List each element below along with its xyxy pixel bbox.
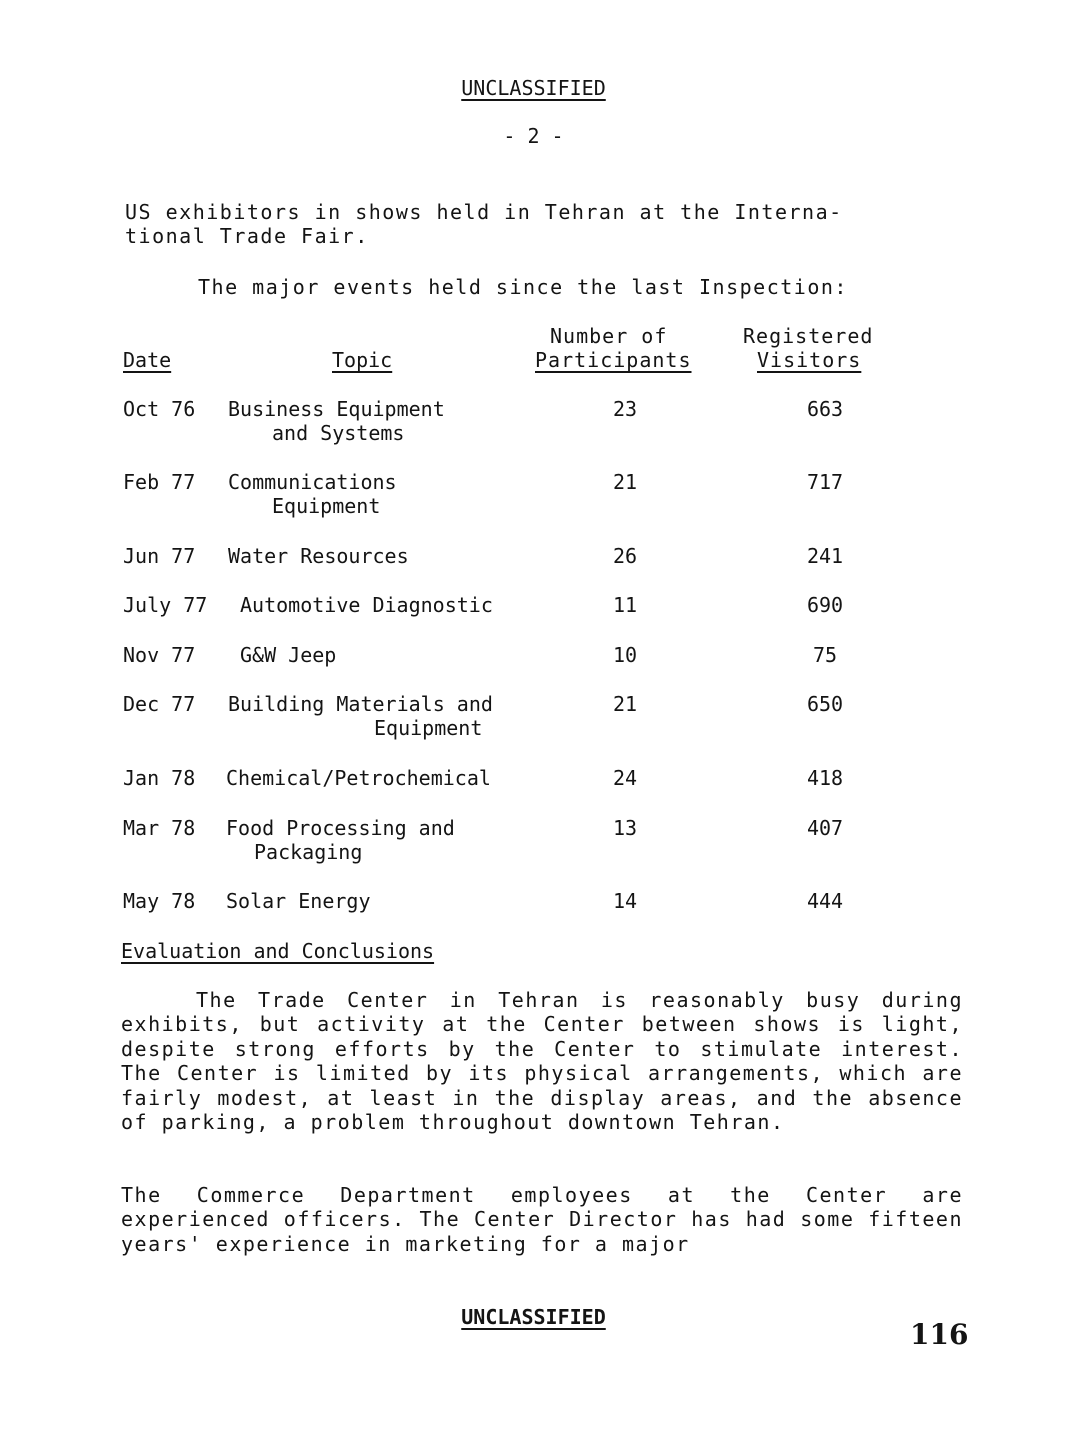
row-date: May 78 bbox=[123, 889, 196, 913]
row-participants: 10 bbox=[612, 643, 638, 667]
row-topic: Business Equipment bbox=[228, 397, 445, 421]
header-visitors-line2: Visitors bbox=[757, 348, 862, 372]
row-visitors: 663 bbox=[806, 397, 844, 421]
header-participants-line1: Number of bbox=[550, 324, 668, 348]
row-topic: Chemical/Petrochemical bbox=[226, 766, 491, 790]
row-topic: Food Processing and bbox=[226, 816, 455, 840]
events-lead: The major events held since the last Inspection: bbox=[198, 275, 848, 299]
row-date: Mar 78 bbox=[123, 816, 196, 840]
row-visitors: 444 bbox=[806, 889, 844, 913]
row-topic-cont: Equipment bbox=[374, 716, 483, 740]
row-topic: Building Materials and bbox=[228, 692, 493, 716]
row-topic-cont: Equipment bbox=[272, 494, 381, 518]
row-date: Nov 77 bbox=[123, 643, 196, 667]
header-visitors-line1: Registered bbox=[743, 324, 874, 348]
row-topic: Communications bbox=[228, 470, 397, 494]
row-participants: 23 bbox=[612, 397, 638, 421]
row-visitors: 407 bbox=[806, 816, 844, 840]
evaluation-paragraph-2: The Commerce Department employees at the Center are experienced officers. The Center Director has had some fifteen years' experience in marketing for a major bbox=[121, 1183, 963, 1256]
row-date: July 77 bbox=[123, 593, 208, 617]
row-date: Oct 76 bbox=[123, 397, 196, 421]
header-participants-line2: Participants bbox=[535, 348, 692, 372]
row-topic: Solar Energy bbox=[226, 889, 371, 913]
classification-marking-bottom: UNCLASSIFIED bbox=[461, 1305, 606, 1329]
row-participants: 13 bbox=[612, 816, 638, 840]
row-visitors: 690 bbox=[806, 593, 844, 617]
evaluation-paragraph-1: The Trade Center in Tehran is reasonably busy during exhibits, but activity at the Center between shows is light, despite strong efforts by the Center to stimulate interest. The Center is limited by its physical arrangements, which are fairly modest, at least in the display areas, and the absence of parking, a problem throughout downtown Tehran. bbox=[121, 988, 963, 1135]
row-visitors: 717 bbox=[806, 470, 844, 494]
row-participants: 21 bbox=[612, 692, 638, 716]
row-visitors: 241 bbox=[806, 544, 844, 568]
row-visitors: 75 bbox=[812, 643, 838, 667]
classification-marking-top: UNCLASSIFIED bbox=[461, 76, 606, 100]
header-topic: Topic bbox=[332, 348, 393, 372]
row-topic-cont: and Systems bbox=[272, 421, 405, 445]
page-number: 116 bbox=[910, 1318, 969, 1351]
row-participants: 14 bbox=[612, 889, 638, 913]
evaluation-heading: Evaluation and Conclusions bbox=[121, 939, 435, 963]
row-participants: 24 bbox=[612, 766, 638, 790]
row-participants: 21 bbox=[612, 470, 638, 494]
row-topic: Water Resources bbox=[228, 544, 409, 568]
row-topic: Automotive Diagnostic bbox=[240, 593, 493, 617]
row-topic-cont: Packaging bbox=[254, 840, 363, 864]
intro-line-2: tional Trade Fair. bbox=[125, 224, 369, 248]
row-participants: 26 bbox=[612, 544, 638, 568]
row-visitors: 650 bbox=[806, 692, 844, 716]
page-marker: - 2 - bbox=[503, 124, 564, 148]
row-topic: G&W Jeep bbox=[240, 643, 337, 667]
row-participants: 11 bbox=[612, 593, 638, 617]
intro-line-1: US exhibitors in shows held in Tehran at the Interna- bbox=[125, 200, 843, 224]
row-date: Feb 77 bbox=[123, 470, 196, 494]
row-date: Jan 78 bbox=[123, 766, 196, 790]
row-date: Dec 77 bbox=[123, 692, 196, 716]
header-date: Date bbox=[123, 348, 172, 372]
row-date: Jun 77 bbox=[123, 544, 196, 568]
row-visitors: 418 bbox=[806, 766, 844, 790]
